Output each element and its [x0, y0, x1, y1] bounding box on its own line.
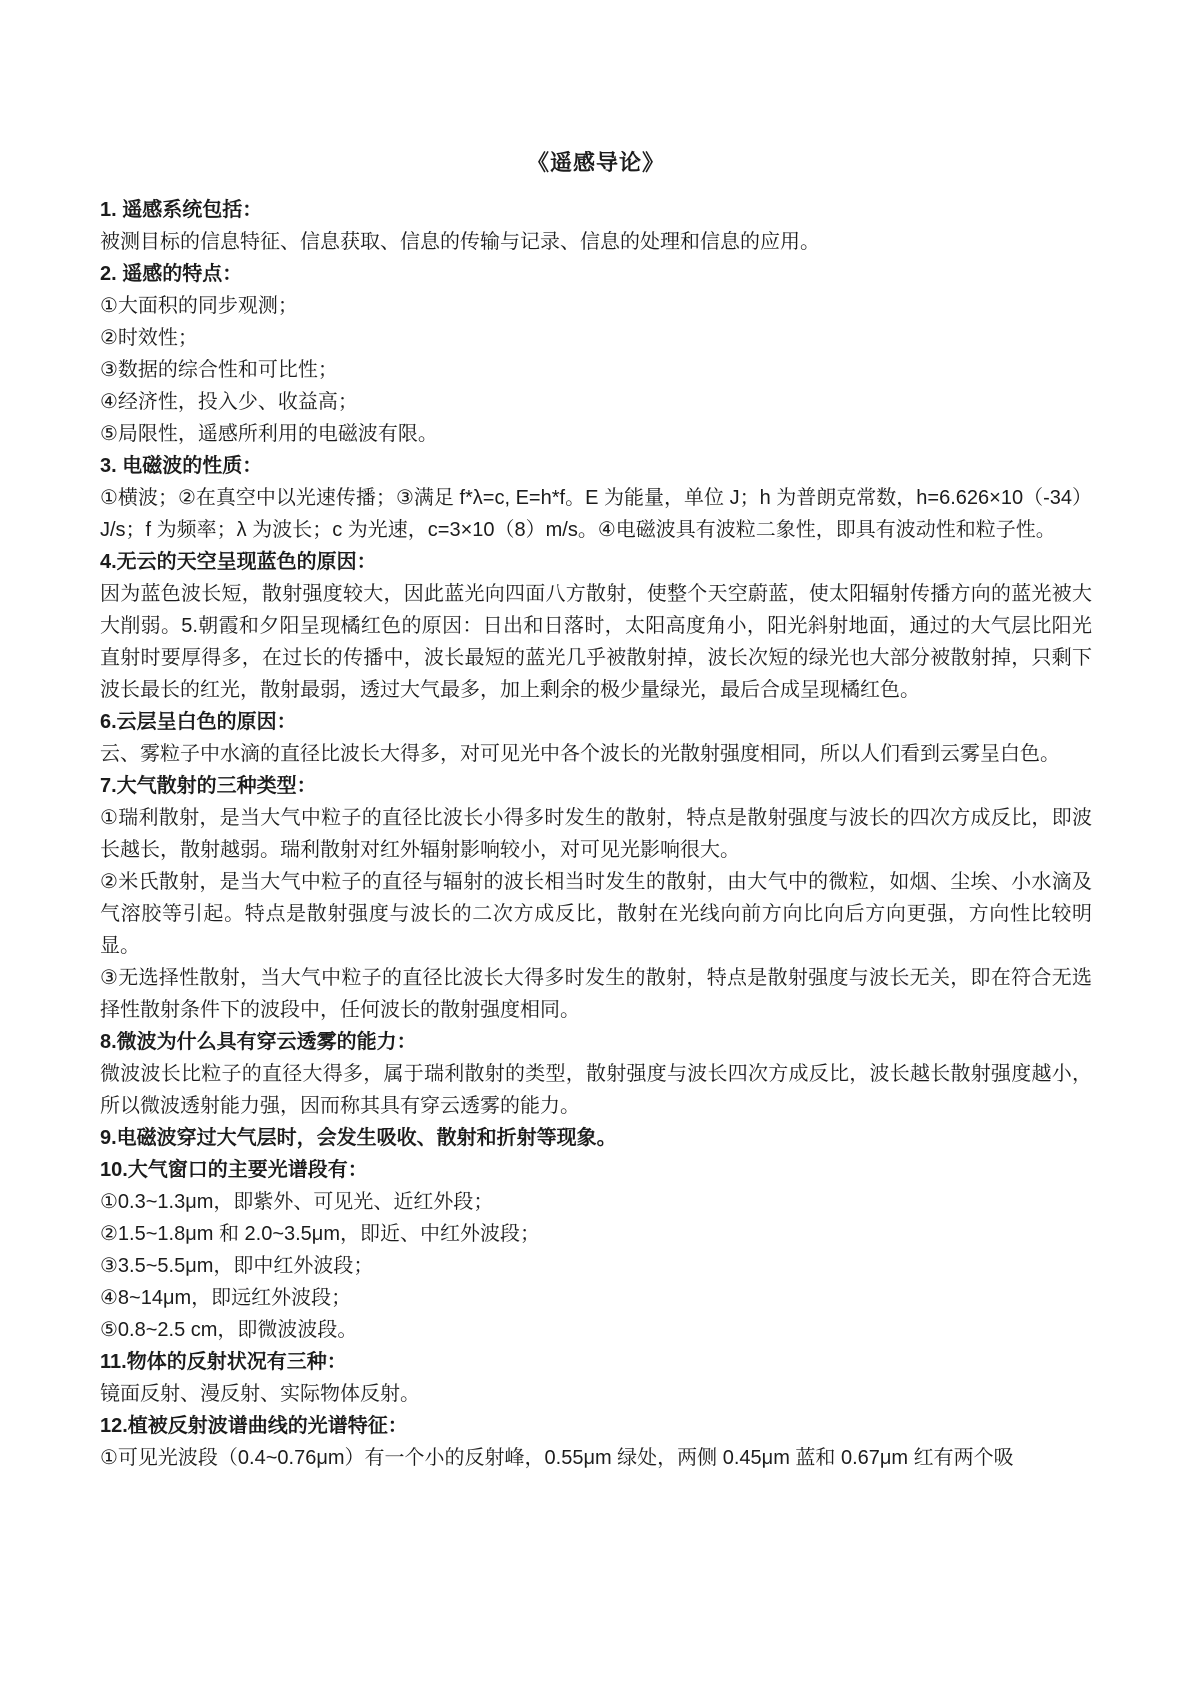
section-heading: 6.云层呈白色的原因：: [100, 711, 297, 733]
paragraph: ①瑞利散射，是当大气中粒子的直径比波长小得多时发生的散射，特点是散射强度与波长的四次方成反比，即波长越长，散射越弱。瑞利散射对红外辐射影响较小，对可见光影响很大。: [100, 807, 1092, 861]
paragraph: 被测目标的信息特征、信息获取、信息的传输与记录、信息的处理和信息的应用。: [100, 231, 820, 253]
page-title: 《遥感导论》: [526, 150, 665, 175]
paragraph: ③数据的综合性和可比性；: [100, 359, 338, 381]
paragraph: ①可见光波段（0.4~0.76μm）有一个小的反射峰，0.55μm 绿处，两侧 0.45μm 蓝和 0.67μm 红有两个吸: [100, 1447, 1014, 1469]
section: [100, 1026, 1092, 1122]
section-heading: 7.大气散射的三种类型：: [100, 775, 317, 797]
section: [100, 450, 1092, 546]
document-content: [100, 194, 1092, 1474]
section: [100, 1410, 1092, 1474]
section: [100, 1346, 1092, 1410]
paragraph: ⑤局限性，遥感所利用的电磁波有限。: [100, 423, 438, 445]
section-heading: 9.电磁波穿过大气层时，会发生吸收、散射和折射等现象。: [100, 1127, 617, 1149]
section: [100, 770, 1092, 1026]
paragraph: ①大面积的同步观测；: [100, 295, 298, 317]
paragraph: 镜面反射、漫反射、实际物体反射。: [100, 1383, 420, 1405]
paragraph: ②时效性；: [100, 327, 198, 349]
paragraph: ⑤0.8~2.5 cm，即微波波段。: [100, 1319, 358, 1341]
section-heading: 3. 电磁波的性质：: [100, 455, 263, 477]
paragraph: ②米氏散射，是当大气中粒子的直径与辐射的波长相当时发生的散射，由大气中的微粒，如烟、尘埃、小水滴及气溶胶等引起。特点是散射强度与波长的二次方成反比，散射在光线向前方向比向后方向更强，方向性比较明显。: [100, 871, 1092, 957]
section: [100, 1122, 1092, 1154]
paragraph: ④经济性，投入少、收益高；: [100, 391, 358, 413]
paragraph: ③无选择性散射，当大气中粒子的直径比波长大得多时发生的散射，特点是散射强度与波长无关，即在符合无选择性散射条件下的波段中，任何波长的散射强度相同。: [100, 967, 1092, 1021]
section-heading: 1. 遥感系统包括：: [100, 199, 263, 221]
paragraph: ①0.3~1.3μm，即紫外、可见光、近红外段；: [100, 1191, 494, 1213]
paragraph: ③3.5~5.5μm，即中红外波段；: [100, 1255, 374, 1277]
paragraph: 因为蓝色波长短，散射强度较大，因此蓝光向四面八方散射，使整个天空蔚蓝，使太阳辐射传播方向的蓝光被大大削弱。5.朝霞和夕阳呈现橘红色的原因：日出和日落时，太阳高度角小，阳光斜射地面，通过的大气层比阳光直射时要厚得多，在过长的传播中，波长最短的蓝光几乎被散射掉，波长次短的绿光也大部分被散射掉，只剩下波长最长的红光，散射最弱，透过大气最多，加上剩余的极少量绿光，最后合成呈现橘红色。: [100, 583, 1092, 701]
section: [100, 1154, 1092, 1346]
paragraph: ④8~14μm，即远红外波段；: [100, 1287, 352, 1309]
section-heading: 8.微波为什么具有穿云透雾的能力：: [100, 1031, 417, 1053]
paragraph: 云、雾粒子中水滴的直径比波长大得多，对可见光中各个波长的光散射强度相同，所以人们看到云雾呈白色。: [100, 743, 1060, 765]
section: [100, 194, 1092, 258]
paragraph: ①横波；②在真空中以光速传播；③满足 f*λ=c, E=h*f。E 为能量，单位 J；h 为普朗克常数，h=6.626×10（-34）J/s；f 为频率；λ 为波长；c 为光速，c=3×10（8）m/s。④电磁波具有波粒二象性，即具有波动性和粒子性。: [100, 487, 1092, 541]
section-heading: 4.无云的天空呈现蓝色的原因：: [100, 551, 377, 573]
section: [100, 706, 1092, 770]
section-heading: 12.植被反射波谱曲线的光谱特征：: [100, 1415, 408, 1437]
section-heading: 11.物体的反射状况有三种：: [100, 1351, 347, 1373]
paragraph: 微波波长比粒子的直径大得多，属于瑞利散射的类型，散射强度与波长四次方成反比，波长越长散射强度越小，所以微波透射能力强，因而称其具有穿云透雾的能力。: [100, 1063, 1092, 1117]
section-heading: 2. 遥感的特点：: [100, 263, 243, 285]
section: [100, 258, 1092, 450]
section-heading: 10.大气窗口的主要光谱段有：: [100, 1159, 368, 1181]
section: [100, 546, 1092, 706]
paragraph: ②1.5~1.8μm 和 2.0~3.5μm，即近、中红外波段；: [100, 1223, 540, 1245]
